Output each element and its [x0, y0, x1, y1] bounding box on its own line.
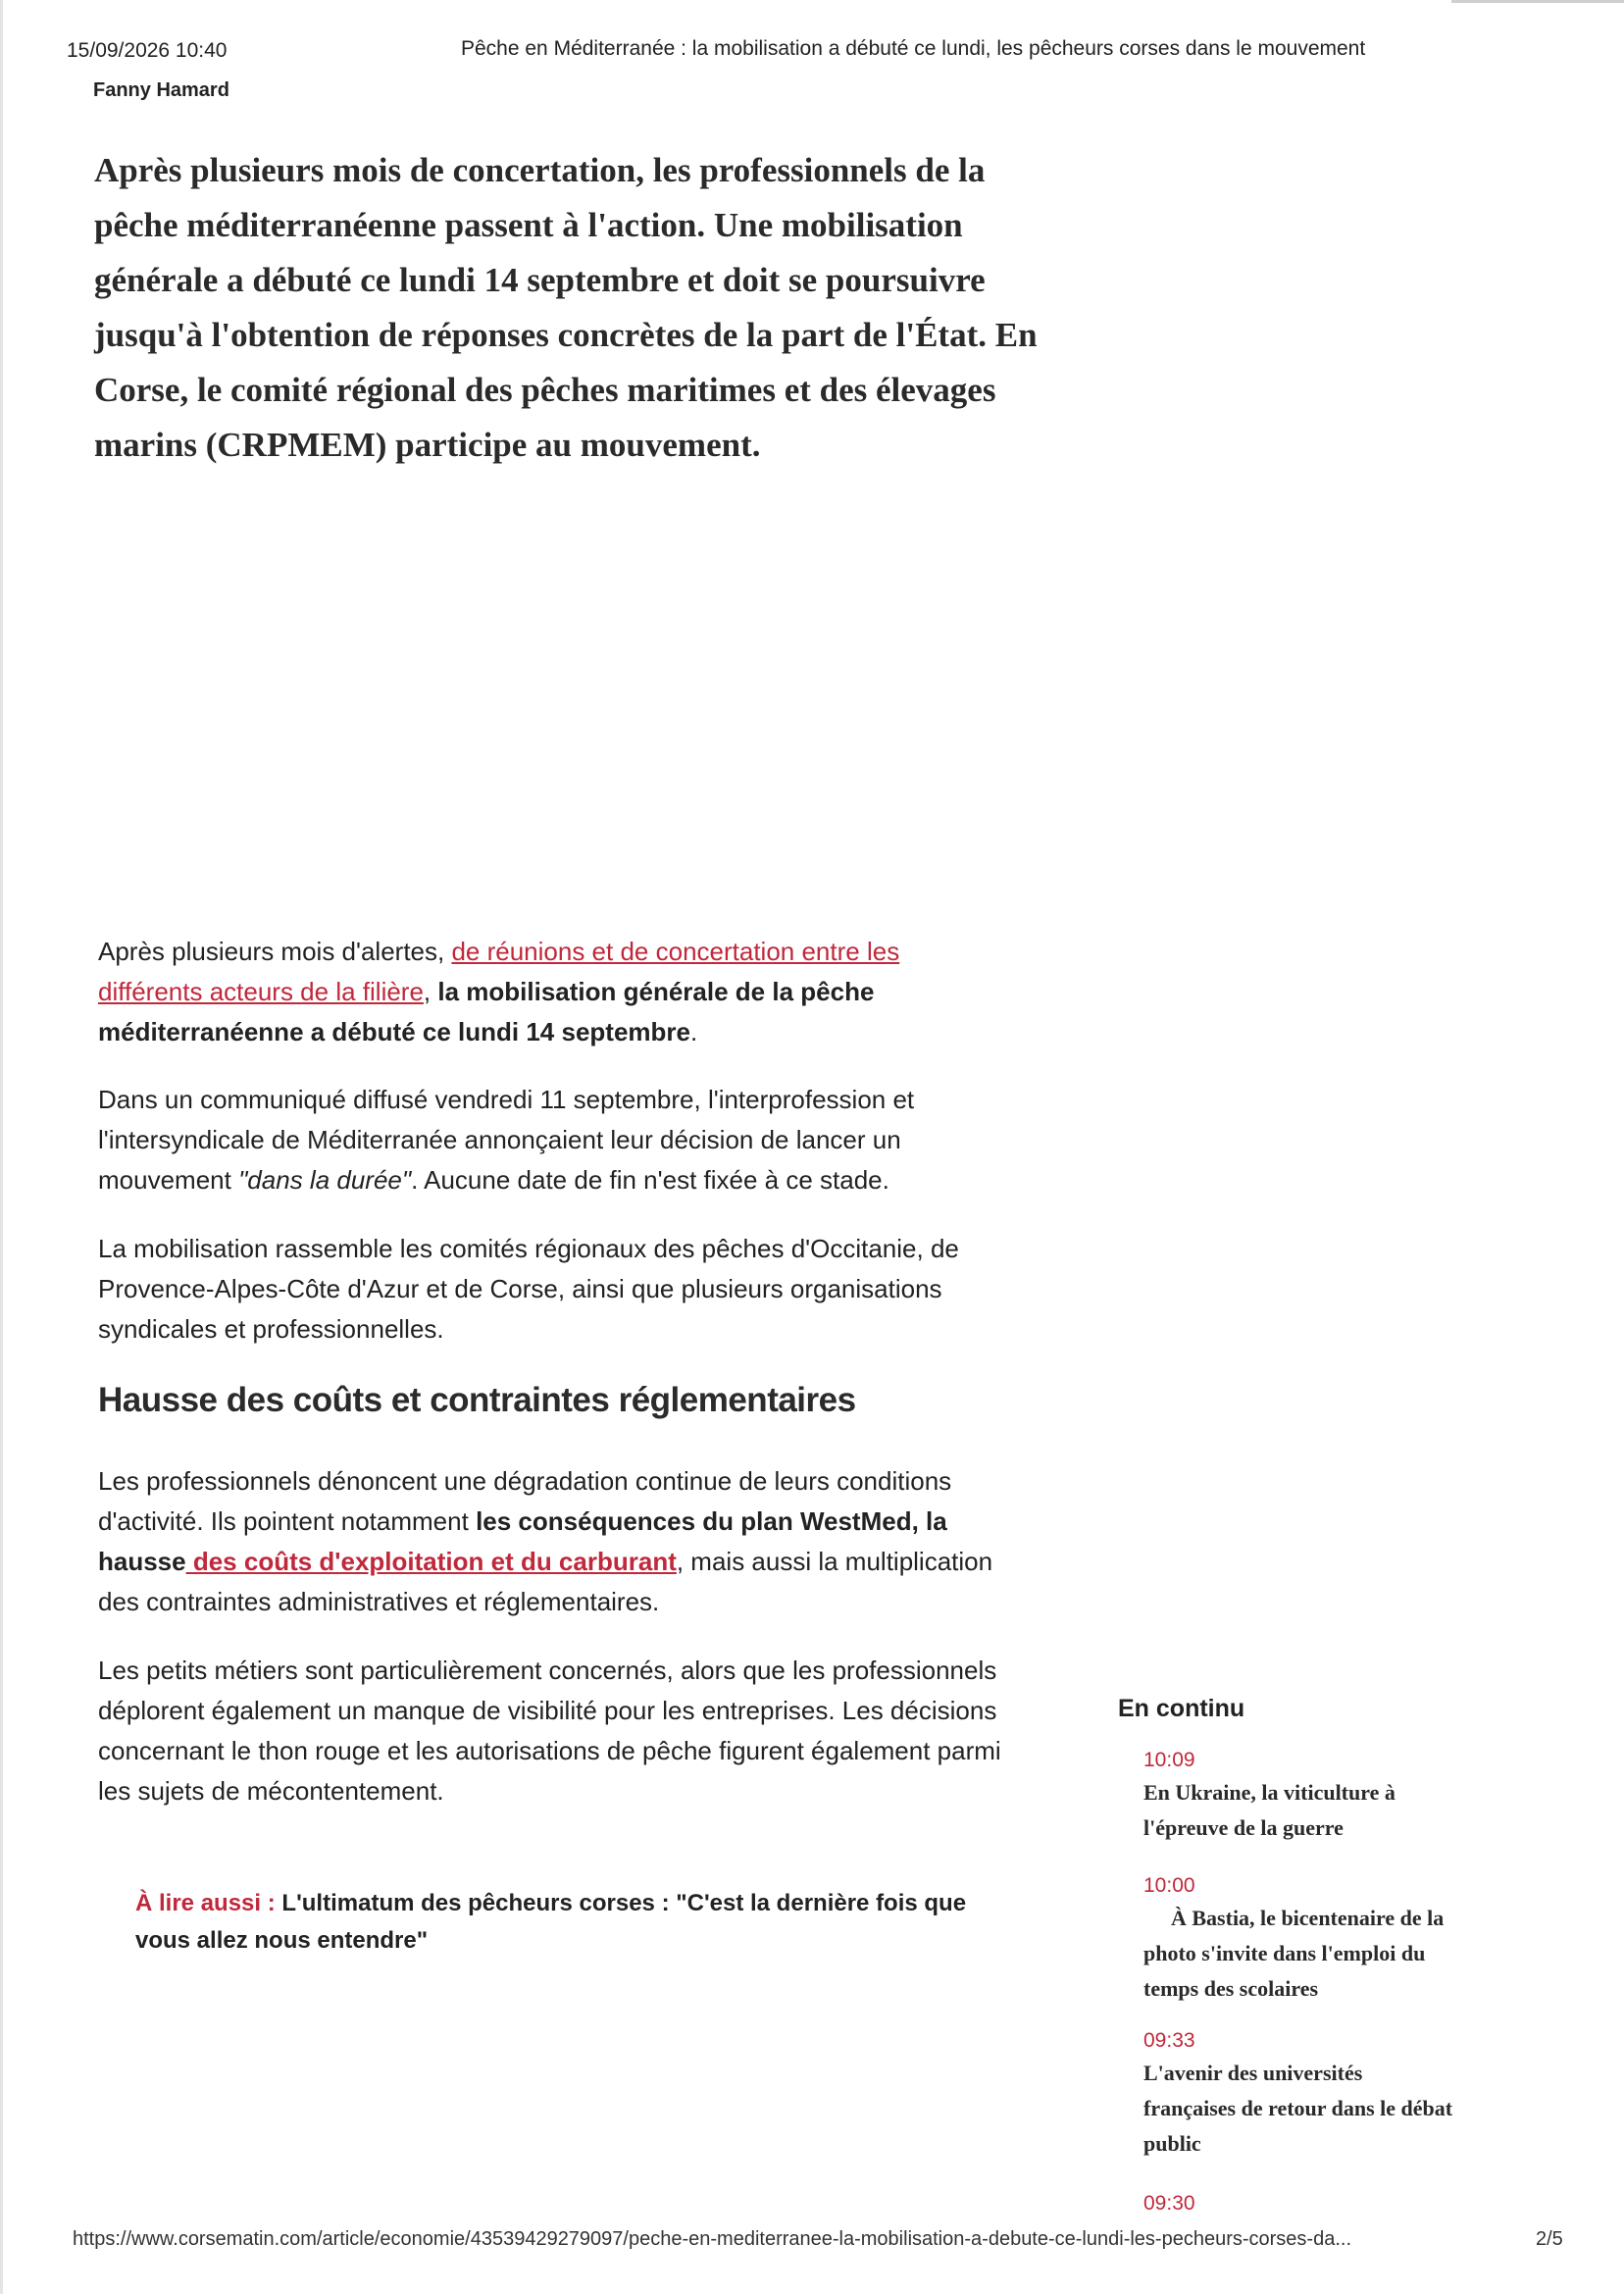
- paragraph-4-text-b: , mais aussi la multiplication des contraintes administratives et réglementaires.: [98, 1547, 993, 1616]
- news-time: 09:33: [1143, 2029, 1195, 2052]
- paragraph-4-bold: les conséquences du plan WestMed, la hausse: [98, 1506, 947, 1576]
- paragraph-1: [98, 932, 1010, 1052]
- paragraph-2: [98, 1080, 1010, 1200]
- section-heading: Hausse des coûts et contraintes réglementaires: [98, 1381, 856, 1419]
- paragraph-5: Les petits métiers sont particulièrement concernés, alors que les professionnels déplorent également un manque de visibilité pour les entreprises. Les décisions concernant le thon rouge et les autorisations de pêche figurent également parmi les sujets de mécontentement.: [98, 1656, 1001, 1806]
- print-page-number: 2/5: [1536, 2228, 1563, 2250]
- also-read-link[interactable]: [135, 1885, 998, 1960]
- paragraph-2-quote: "dans la durée": [238, 1165, 412, 1195]
- news-time: 10:00: [1143, 1874, 1195, 1897]
- news-item[interactable]: [1143, 2189, 1457, 2218]
- paragraph-1-text-c: .: [689, 1017, 698, 1046]
- news-item[interactable]: [1143, 1871, 1457, 2007]
- paragraph-3: La mobilisation rassemble les comités régionaux des pêches d'Occitanie, de Provence-Alpes-Côte d'Azur et de Corse, ainsi que plusieurs organisations syndicales et professionnelles.: [98, 1234, 959, 1344]
- news-item[interactable]: [1143, 2026, 1457, 2162]
- paragraph-2-text-a: Dans un communiqué diffusé vendredi 11 septembre, l'interprofession et l'intersyndicale de Méditerranée annonçaient leur décision de lancer un mouvement: [98, 1085, 915, 1195]
- article-lead: Après plusieurs mois de concertation, les professionnels de la pêche méditerranéenne passent à l'action. Une mobilisation générale a débuté ce lundi 14 septembre et doit se poursuivre jusqu'à l'obtention de réponses concrètes de la part de l'État. En Corse, le comité régional des pêches maritimes et des élevages marins (CRPMEM) participe au mouvement.: [94, 151, 1038, 464]
- link-couts-exploitation[interactable]: des coûts d'exploitation et du carburant: [185, 1547, 677, 1576]
- article-author[interactable]: Fanny Hamard: [93, 79, 229, 101]
- print-page-title: Pêche en Méditerranée : la mobilisation a débuté ce lundi, les pêcheurs corses dans le mouvement: [461, 37, 1366, 60]
- print-datetime: 15/09/2026 10:40: [67, 39, 228, 62]
- paragraph-4-text-a: Les professionnels dénoncent une dégradation continue de leurs conditions d'activité. Ils pointent notamment: [98, 1466, 952, 1536]
- scan-edge-top: [1451, 0, 1624, 3]
- news-headline: En Ukraine, la viticulture à l'épreuve de la guerre: [1143, 1780, 1396, 1840]
- paragraph-2-text-b: . Aucune date de fin n'est fixée à ce stade.: [411, 1165, 889, 1195]
- paragraph-1-text-b: ,: [423, 977, 438, 1006]
- paragraph-1-bold: la mobilisation générale de la pêche méditerranéenne a débuté ce lundi 14 septembre: [98, 977, 875, 1046]
- paragraph-4: [98, 1461, 1010, 1622]
- also-read-title: L'ultimatum des pêcheurs corses : "C'est la dernière fois que vous allez nous entendre": [135, 1890, 967, 1954]
- scan-edge-left: [0, 0, 3, 2294]
- link-reunions-concertation[interactable]: de réunions et de concertation entre les différents acteurs de la filière: [98, 937, 900, 1006]
- news-headline: À Bastia, le bicentenaire de la photo s'invite dans l'emploi du temps des scolaires: [1143, 1906, 1445, 2001]
- news-headline: L'avenir des universités françaises de retour dans le débat public: [1143, 2061, 1453, 2156]
- paragraph-1-text-a: Après plusieurs mois d'alertes,: [98, 937, 452, 966]
- news-time: 10:09: [1143, 1749, 1195, 1771]
- news-item[interactable]: [1143, 1746, 1457, 1846]
- also-read-tag: À lire aussi :: [135, 1890, 276, 1916]
- en-continu-title: En continu: [1118, 1695, 1245, 1722]
- news-time: 09:30: [1143, 2192, 1195, 2215]
- print-url: https://www.corsematin.com/article/economie/43539429279097/peche-en-mediterranee-la-mobilisation-a-debute-ce-lundi-les-pecheurs-corses-da...: [73, 2228, 1351, 2250]
